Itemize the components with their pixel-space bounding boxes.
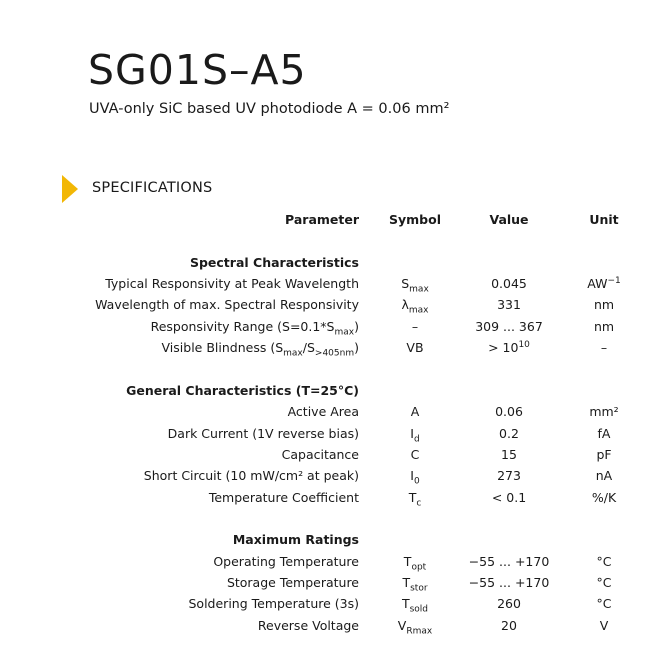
row-value: 273 [497, 468, 521, 483]
row-parameter: Soldering Temperature (3s) [188, 596, 359, 611]
row-unit: °C [596, 554, 612, 569]
row-symbol: C [410, 447, 420, 462]
section-heading: SPECIFICATIONS [92, 180, 213, 196]
row-symbol: A [410, 404, 420, 419]
row-value: 331 [497, 297, 521, 312]
row-value: < 0.1 [491, 490, 527, 505]
row-symbol: $T_{stor}$ [402, 575, 428, 594]
row-unit: %/K [591, 490, 617, 505]
row-parameter: Operating Temperature [213, 554, 359, 569]
row-symbol: $V_{Rmax}$ [397, 618, 433, 637]
row-symbol: $T_{opt}$ [403, 554, 427, 573]
row-parameter: Storage Temperature [226, 575, 359, 590]
row-unit: $AW^{-1}$ [587, 275, 621, 291]
row-value: 309 ... 367 [475, 319, 543, 334]
row-parameter: Responsivity Range $(S=0.1*S_{max})$ [150, 319, 359, 338]
row-unit: nm [593, 297, 615, 312]
row-parameter: Visible Blindness $(S_{max}/S_{>405nm})$ [161, 340, 359, 359]
row-symbol: $\lambda_{max}$ [401, 297, 429, 316]
row-value: 20 [501, 618, 517, 633]
row-parameter: Capacitance [281, 447, 359, 462]
row-symbol: $I_0$ [410, 468, 420, 487]
row-symbol: VB [406, 340, 424, 355]
row-parameter: Typical Responsivity at Peak Wavelength [105, 276, 359, 291]
row-unit: fA [597, 426, 611, 441]
row-parameter: Short Circuit (10 mW/cm² at peak) [143, 468, 359, 483]
row-value: > $10^{10}$ [488, 339, 530, 355]
row-unit: pF [596, 447, 612, 462]
row-parameter: Reverse Voltage [257, 618, 359, 633]
section-marker-triangle-icon [62, 175, 78, 203]
row-symbol: $I_d$ [410, 426, 420, 445]
row-unit: °C [596, 596, 612, 611]
row-value: 0.06 [495, 404, 523, 419]
row-symbol: $T_{sold}$ [401, 596, 429, 615]
row-value: 0.2 [499, 426, 519, 441]
row-unit: nm [593, 319, 615, 334]
row-parameter: Temperature Coefficient [208, 490, 359, 505]
row-unit: °C [596, 575, 612, 590]
header-symbol: Symbol [389, 212, 441, 227]
row-parameter: Dark Current (1V reverse bias) [167, 426, 359, 441]
row-value: −55 ... +170 [468, 575, 550, 590]
header-unit: Unit [589, 212, 619, 227]
row-parameter: Wavelength of max. Spectral Responsivity [95, 297, 359, 312]
row-unit: V [599, 618, 609, 633]
row-value: 260 [497, 596, 521, 611]
header-value: Value [489, 212, 529, 227]
product-subtitle: UVA-only SiC based UV photodiode A = 0.06 mm² [89, 101, 450, 117]
row-value: −55 ... +170 [468, 554, 550, 569]
row-symbol: $T_c$ [408, 490, 422, 509]
product-title: SG01S–A5 [88, 46, 307, 94]
row-parameter: Active Area [287, 404, 359, 419]
row-value: 0.045 [491, 276, 527, 291]
group-title: Spectral Characteristics [189, 255, 359, 270]
row-value: 15 [501, 447, 517, 462]
group-title: General Characteristics (T=25°C) [126, 383, 359, 398]
header-parameter: Parameter [285, 212, 359, 227]
row-symbol: – [411, 319, 419, 334]
row-unit: mm² [589, 404, 619, 419]
group-title: Maximum Ratings [232, 532, 359, 547]
row-symbol: $S_{max}$ [401, 276, 429, 295]
row-unit: – [600, 340, 608, 355]
row-unit: nA [595, 468, 613, 483]
